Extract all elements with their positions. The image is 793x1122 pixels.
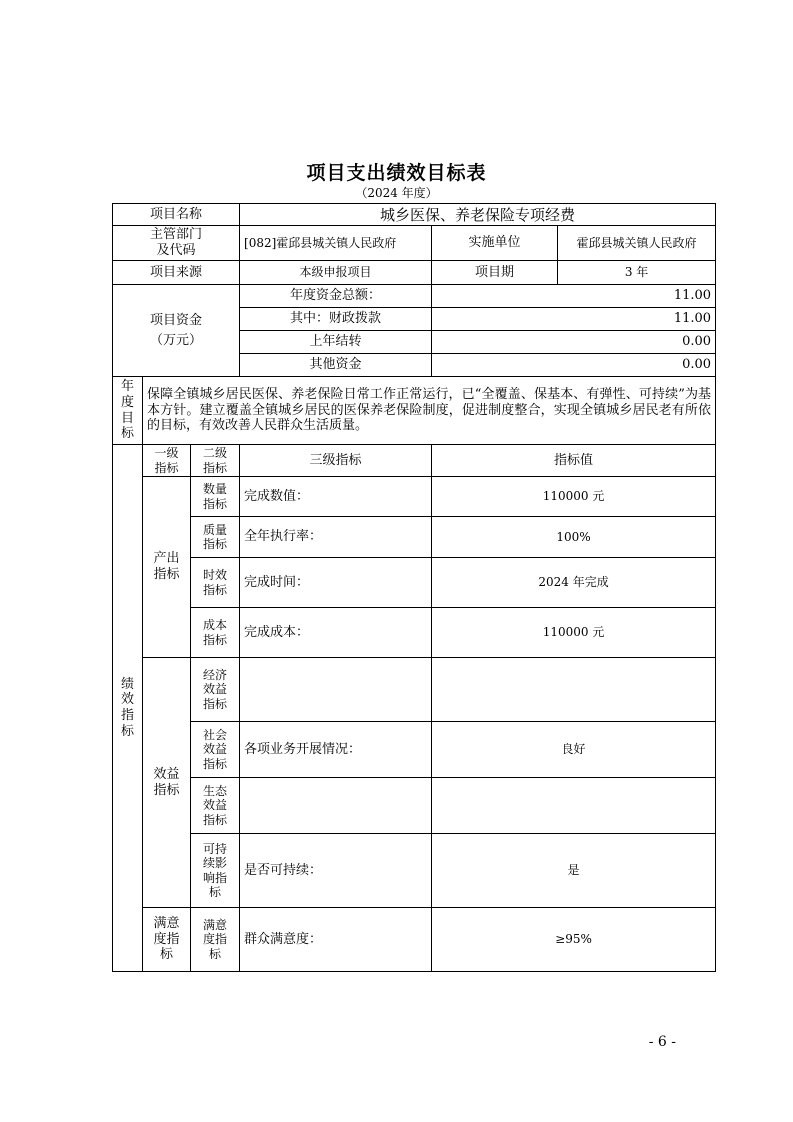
value-social: 良好 xyxy=(432,722,716,778)
dept-label: 主管部门及代码 xyxy=(113,226,240,261)
header-level1: 一级指标 xyxy=(143,445,191,477)
impl-unit-value: 霍邱县城关镇人民政府 xyxy=(558,226,716,261)
value-quantity: 110000 元 xyxy=(432,477,716,517)
output-indicator-group: 产出指标 xyxy=(143,477,191,658)
indicators-section-label: 绩效指标 xyxy=(113,445,143,972)
funds-label: 项目资金（万元） xyxy=(113,285,240,377)
level3-quality: 全年执行率： xyxy=(240,517,432,558)
level3-satisfaction: 群众满意度： xyxy=(240,908,432,972)
value-timeliness: 2024 年完成 xyxy=(432,558,716,608)
level2-timeliness: 时效指标 xyxy=(191,558,240,608)
level3-timeliness: 完成时间： xyxy=(240,558,432,608)
performance-table xyxy=(112,203,716,972)
funds-fiscal-label: 其中：财政拨款 xyxy=(240,308,432,331)
level3-quantity: 完成数值： xyxy=(240,477,432,517)
header-value: 指标值 xyxy=(432,445,716,477)
satisfaction-indicator-group: 满意度指标 xyxy=(143,908,191,972)
period-value: 3 年 xyxy=(558,261,716,285)
level2-quality: 质量指标 xyxy=(191,517,240,558)
objective-label: 年度目标 xyxy=(113,377,143,445)
project-name-label: 项目名称 xyxy=(113,204,240,226)
value-cost: 110000 元 xyxy=(432,608,716,658)
source-label: 项目来源 xyxy=(113,261,240,285)
year-note: （2024 年度） xyxy=(355,186,438,200)
value-satisfaction: ≥95% xyxy=(432,908,716,972)
source-value: 本级申报项目 xyxy=(240,261,432,285)
page-number: - 6 - xyxy=(648,1034,676,1050)
level2-cost: 成本指标 xyxy=(191,608,240,658)
level2-sustainability: 可持续影响指标 xyxy=(191,834,240,908)
level3-economic xyxy=(240,658,432,722)
level2-satisfaction: 满意度指标 xyxy=(191,908,240,972)
funds-other-value: 0.00 xyxy=(432,354,716,377)
value-ecological xyxy=(432,778,716,834)
level2-social: 社会效益指标 xyxy=(191,722,240,778)
objective-text: 保障全镇城乡居民医保、养老保险日常工作正常运行，已“全覆盖、保基本、有弹性、可持续”为基本方针。建立覆盖全镇城乡居民的医保养老保险制度，促进制度整合，实现全镇城乡居民老有所依的目标，有效改善人民群众生活质量。 xyxy=(143,377,716,445)
funds-carryover-label: 上年结转 xyxy=(240,331,432,354)
project-name-value: 城乡医保、养老保险专项经费 xyxy=(240,204,716,226)
level2-economic: 经济效益指标 xyxy=(191,658,240,722)
value-quality: 100% xyxy=(432,517,716,558)
header-level3: 三级指标 xyxy=(240,445,432,477)
benefit-indicator-group: 效益指标 xyxy=(143,658,191,908)
funds-other-label: 其他资金 xyxy=(240,354,432,377)
level3-cost: 完成成本： xyxy=(240,608,432,658)
funds-total-value: 11.00 xyxy=(432,285,716,308)
funds-fiscal-value: 11.00 xyxy=(432,308,716,331)
level2-ecological: 生态效益指标 xyxy=(191,778,240,834)
level3-social: 各项业务开展情况： xyxy=(240,722,432,778)
header-level2: 二级指标 xyxy=(191,445,240,477)
dept-value: [082]霍邱县城关镇人民政府 xyxy=(240,226,432,261)
impl-unit-label: 实施单位 xyxy=(432,226,558,261)
funds-total-label: 年度资金总额： xyxy=(240,285,432,308)
level2-quantity: 数量指标 xyxy=(191,477,240,517)
page-title: 项目支出绩效目标表 xyxy=(306,162,487,184)
funds-carryover-value: 0.00 xyxy=(432,331,716,354)
level3-sustainability: 是否可持续： xyxy=(240,834,432,908)
period-label: 项目期 xyxy=(432,261,558,285)
value-sustainability: 是 xyxy=(432,834,716,908)
value-economic xyxy=(432,658,716,722)
level3-ecological xyxy=(240,778,432,834)
